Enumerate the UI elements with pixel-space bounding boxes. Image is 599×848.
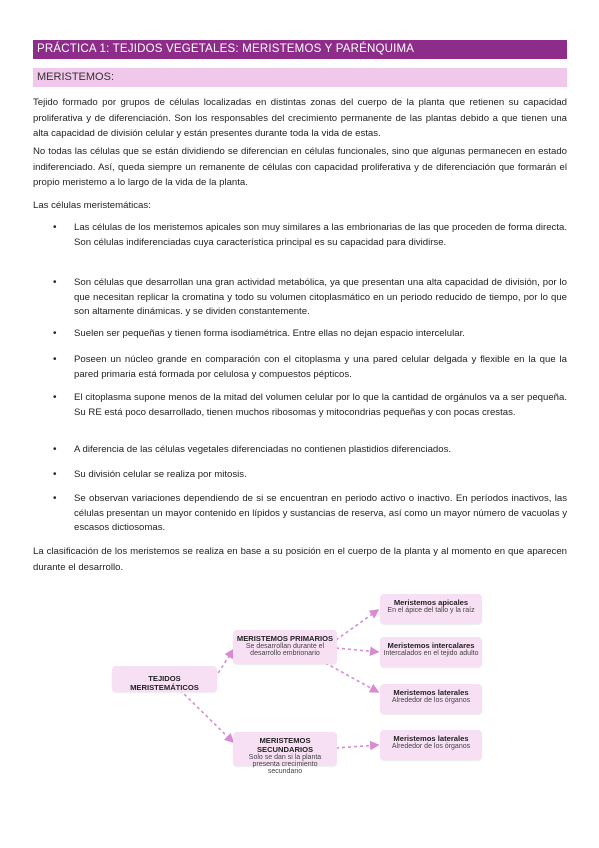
list-item: • Se observan variaciones dependiendo de si se encuentran en periodo activo o inactivo. En períodos inactivos, las células presentan un mayor contenido en lípidos y sustancias de reserva, así como un mayor número de vacuolas y escasos dictiosomas.	[53, 493, 567, 533]
bullet-marker: •	[53, 493, 57, 504]
connector-root-primarios	[215, 650, 233, 678]
node-tejidos-meristematicos: TEJIDOS MERISTEMÁTICOS	[112, 666, 217, 692]
connector-primarios-laterales	[320, 660, 378, 692]
connector-primarios-intercalares	[336, 648, 378, 652]
node-meristemos-laterales-secundarios: Meristemos laterales Alrededor de los órganos	[380, 730, 482, 760]
node-meristemos-intercalares: Meristemos intercalares Intercalados en el tejido adulto	[380, 637, 482, 667]
list-item: • A diferencia de las células vegetales diferenciadas no contienen plastidios diferenciados.	[55, 443, 567, 458]
node-meristemos-laterales-primarios: Meristemos laterales Alrededor de los órganos	[380, 684, 482, 714]
page-title: PRÁCTICA 1: TEJIDOS VEGETALES: MERISTEMOS Y PARÉNQUIMA	[33, 40, 567, 59]
bullet-marker: •	[53, 277, 57, 288]
bullet-marker: •	[53, 392, 57, 403]
list-item: • Las células de los meristemos apicales son muy similares a las embrionarias de las que proceden de forma directa. Son células indiferenciadas cuya característica principal es su capacidad para dividirse.	[53, 222, 567, 248]
classification-paragraph: La clasificación de los meristemos se realiza en base a su posición en el cuerpo de la planta y al momento en que aparecen durante el desarrollo.	[33, 546, 567, 573]
bullet-marker: •	[53, 444, 57, 455]
second-paragraph: No todas las células que se están dividiendo se diferencian en células funcionales, sino que algunas permanecen en estado indiferenciado. Así, queda siempre un remanente de células con capacidad proliferativa y de diferenciación que formarán el propio meristemo a lo largo de la vida de la planta.	[33, 146, 567, 188]
connector-secundarios-laterales	[336, 745, 378, 748]
section-heading-meristemos: MERISTEMOS:	[33, 68, 567, 87]
bullet-marker: •	[53, 222, 57, 233]
list-item: • Son células que desarrollan una gran actividad metabólica, ya que presentan una alta capacidad de división, por lo que necesitan replicar la cromatina y todo su volumen citoplasmático en un periodo reducido de tiempo, por lo que son altamente dinámicas. y se dividen constantemente.	[53, 277, 567, 317]
list-item: • Su división celular se realiza por mitosis.	[55, 468, 567, 483]
node-meristemos-primarios: MERISTEMOS PRIMARIOS Se desarrollan durante el desarrollo embrionario	[233, 630, 337, 664]
connector-primarios-apicales	[336, 610, 378, 640]
connector-root-secundarios	[180, 690, 233, 742]
list-item: • Poseen un núcleo grande en comparación con el citoplasma y una pared celular delgada y flexible en la que la pared primaria está formada por celulosa y compuestos pépticos.	[53, 354, 567, 380]
list-item: • Suelen ser pequeñas y tienen forma isodiamétrica. Entre ellas no dejan espacio intercelular.	[55, 327, 567, 342]
bullet-marker: •	[53, 354, 57, 365]
intro-paragraph: Tejido formado por grupos de células localizadas en distintas zonas del cuerpo de la planta que retienen su capacidad proliferativa y de diferenciación. Son los responsables del crecimiento permanente de las plantas debido a que tienen una alta capacidad de división celular y están presentes durante toda la vida de estas.	[33, 97, 567, 139]
node-meristemos-apicales: Meristemos apicales En el ápice del tallo y la raíz	[380, 594, 482, 624]
bullet-marker: •	[53, 328, 57, 339]
list-item: • El citoplasma supone menos de la mitad del volumen celular por lo que la cantidad de orgánulos va a ser pequeña. Su RE está poco desarrollado, tienen muchos ribosomas y mitocondrias pequeñas y con pocas crestas.	[53, 392, 567, 418]
node-meristemos-secundarios: MERISTEMOS SECUNDARIOS Solo se dan si la planta presenta crecimiento secundario	[233, 732, 337, 766]
cells-intro: Las células meristemáticas:	[33, 200, 151, 211]
bullet-marker: •	[53, 469, 57, 480]
